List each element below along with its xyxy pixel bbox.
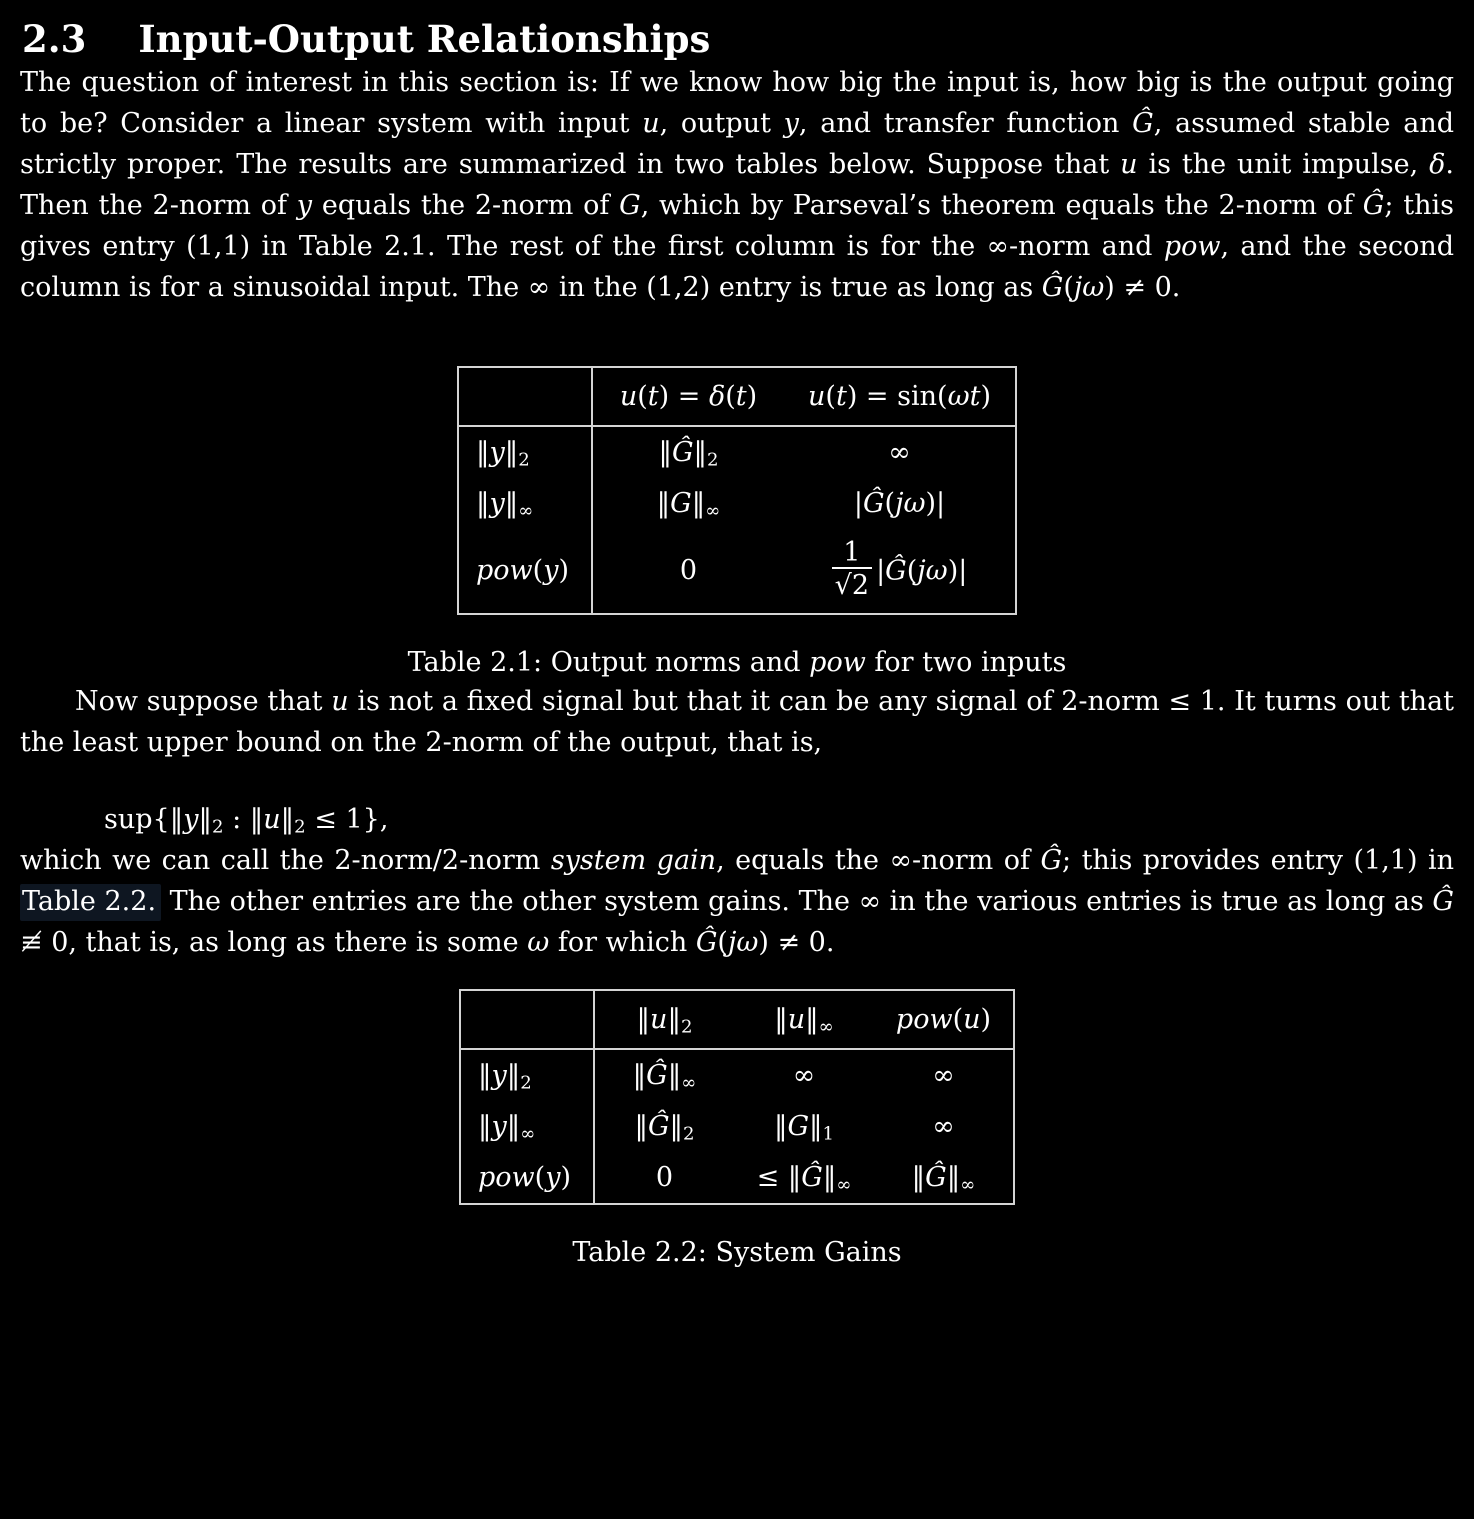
table-2-2-figure	[20, 989, 1454, 1271]
table-cell: $‖Ĝ‖_2$	[634, 1110, 695, 1145]
table-2-2-caption: Table 2.2: System Gains	[572, 1236, 902, 1268]
section-heading	[22, 16, 1454, 62]
table-cell: ∞	[932, 1059, 955, 1091]
empty-corner-cell	[460, 990, 594, 1049]
row-label: pow(y)	[460, 1152, 594, 1204]
paragraph-suppose: Now suppose that u is not a fixed signal but that it can be any signal of 2-norm ≤ 1. It turns out that the least upper bound on the 2-norm of the output, that is,	[20, 685, 1455, 758]
table-cell: |Ĝ(jω)|	[853, 488, 946, 519]
fraction-denominator: √2	[832, 567, 872, 602]
column-header: $‖u‖_\infty$	[734, 990, 874, 1049]
table-row	[460, 1049, 1014, 1101]
row-label: $‖y‖_\infty$	[458, 478, 592, 529]
table-row	[458, 426, 1016, 478]
column-header: $‖u‖_2$	[594, 990, 734, 1049]
column-header: pow(u)	[874, 990, 1014, 1049]
table-cell: $‖Ĝ‖_\infty$	[632, 1059, 697, 1094]
column-header: u(t) = sin(ωt)	[784, 367, 1016, 426]
empty-corner-cell	[458, 367, 592, 426]
table-2-2	[459, 989, 1015, 1205]
table-row	[458, 529, 1016, 614]
row-label: $‖y‖_\infty$	[460, 1101, 594, 1152]
table-cell: ∞	[932, 1110, 955, 1142]
table-2-1-figure	[20, 366, 1454, 681]
fraction-multiplier: |Ĝ(jω)|	[876, 555, 968, 587]
table-cell: 0	[655, 1161, 674, 1193]
table-cell: ∞	[888, 437, 911, 468]
table-2-2-header-row	[460, 990, 1014, 1049]
table-cell: ≤ $‖Ĝ‖_\infty$	[756, 1161, 852, 1196]
table-row	[458, 478, 1016, 529]
row-label: $‖y‖_2$	[460, 1049, 594, 1101]
row-label: pow(y)	[458, 529, 592, 614]
paragraph-system-gain: which we can call the 2-norm/2-norm system gain, equals the ∞-norm of Ĝ; this provides entry (1,1) in Table 2.2. The other entries are the other system gains. The ∞ in the various entries is true as long as Ĝ ≢ 0, that is, as long as there is some ω for which Ĝ(jω) ≠ 0.	[20, 844, 1454, 958]
table-cell	[784, 529, 1016, 614]
fraction-numerator: 1	[843, 537, 861, 568]
table-2-1-caption: Table 2.1: Output norms and pow for two inputs	[407, 646, 1067, 678]
table-2-1-header-row	[458, 367, 1016, 426]
table-cell: $‖G‖_1$	[773, 1110, 835, 1145]
section-title: Input-Output Relationships	[138, 17, 711, 61]
table-cell: ∞	[792, 1059, 816, 1091]
table-cell: $‖Ĝ‖_\infty$	[911, 1161, 976, 1196]
sup-equation: $sup\{‖y‖_2$ : $‖u‖_2 \le 1$},	[104, 803, 389, 838]
table-row	[460, 1152, 1014, 1204]
table-2-2-link[interactable]: Table 2.2.	[20, 884, 161, 921]
table-row	[460, 1101, 1014, 1152]
column-header: u(t) = δ(t)	[592, 367, 784, 426]
table-2-1	[457, 366, 1017, 615]
table-cell: $‖G‖_\infty$	[656, 488, 721, 522]
row-label: $‖y‖_2$	[458, 426, 592, 478]
section-number: 2.3	[22, 17, 87, 61]
fraction-one-over-sqrt2	[832, 539, 872, 603]
table-cell: $‖Ĝ‖_2$	[658, 437, 719, 471]
paragraph-intro: The question of interest in this section is: If we know how big the input is, how big is the output going to be? Consider a linear system with input u, output y, and transfer function Ĝ, assumed stable and strictly proper. The results are summarized in two tables below. Suppose that u is the unit impulse, δ. Then the 2-norm of y equals the 2-norm of G, which by Parseval’s theorem equals the 2-norm of Ĝ; this gives entry (1,1) in Table 2.1. The rest of the first column is for the ∞-norm and pow, and the second column is for a sinusoidal input. The ∞ in the (1,2) entry is true as long as Ĝ(jω) ≠ 0.	[20, 67, 1455, 303]
table-cell: 0	[679, 555, 698, 587]
